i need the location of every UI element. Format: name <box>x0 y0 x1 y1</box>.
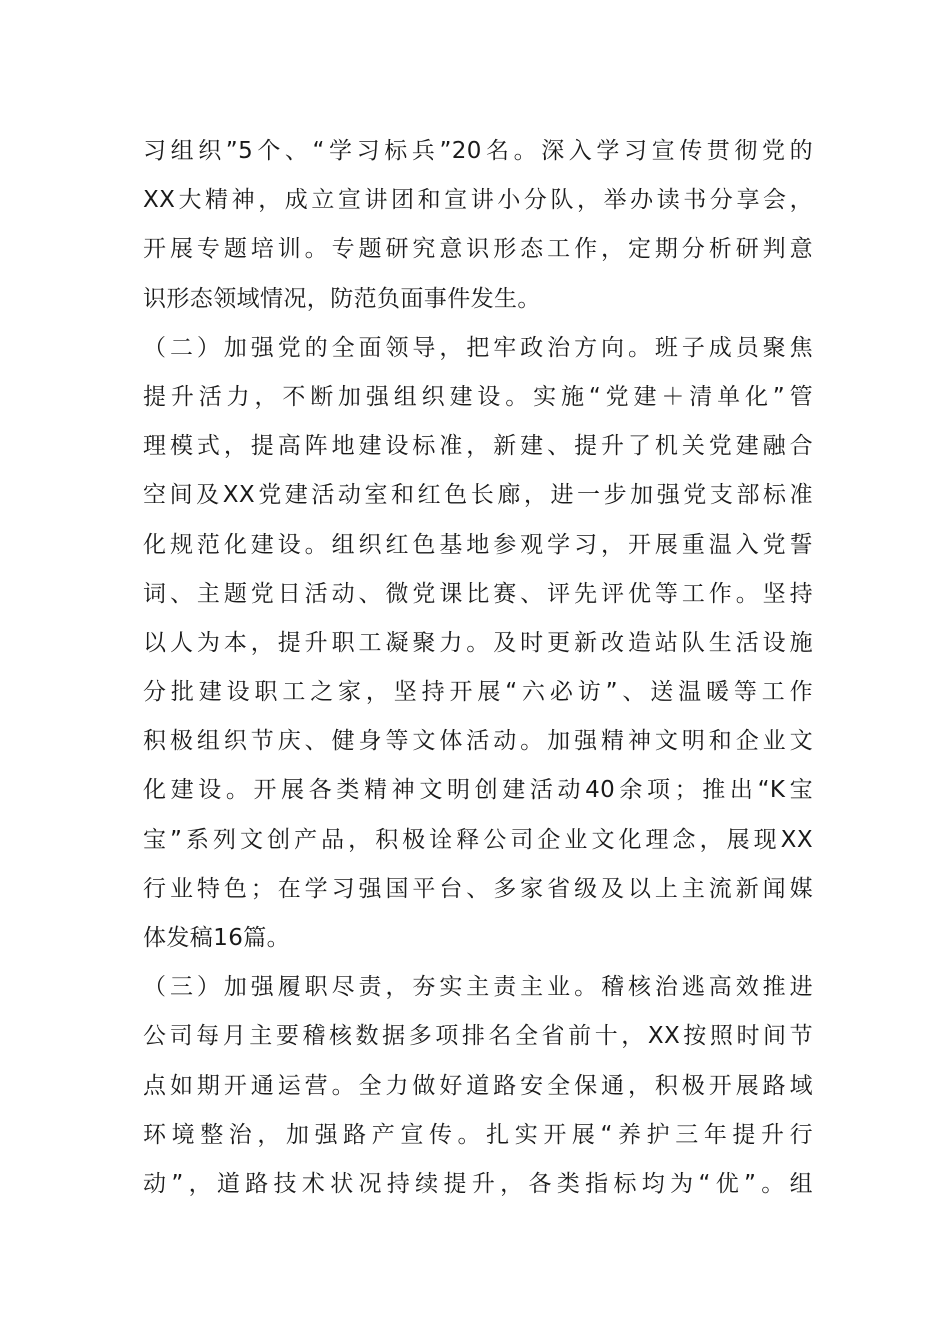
text-line: 化规范化建设。组织红色基地参观学习，开展重温入党誓 <box>143 531 813 558</box>
text-line: 化建设。开展各类精神文明创建活动40余项；推出“K宝 <box>143 777 813 804</box>
text-line: 公司每月主要稽核数据多项排名全省前十，XX按照时间节 <box>143 1023 813 1050</box>
text-line: 环境整治，加强路产宣传。扎实开展“养护三年提升行 <box>143 1121 813 1148</box>
text-line: 行业特色；在学习强国平台、多家省级及以上主流新闻媒 <box>143 875 813 902</box>
text-line: 提升活力，不断加强组织建设。实施“党建＋清单化”管 <box>143 383 813 410</box>
text-line: 理模式，提高阵地建设标准，新建、提升了机关党建融合 <box>143 433 813 460</box>
text-line: 点如期开通运营。全力做好道路安全保通，积极开展路域 <box>143 1072 813 1099</box>
text-line: 宝”系列文创产品，积极诠释公司企业文化理念，展现XX <box>143 826 813 853</box>
document-body <box>143 127 813 1209</box>
text-line: 积极组织节庆、健身等文体活动。加强精神文明和企业文 <box>143 728 813 755</box>
text-line: 识形态领域情况，防范负面事件发生。 <box>143 285 541 312</box>
text-line: 习组织”5个、“学习标兵”20名。深入学习宣传贯彻党的 <box>143 138 813 164</box>
text-line: 以人为本，提升职工凝聚力。及时更新改造站队生活设施 <box>143 629 813 656</box>
text-line: 空间及XX党建活动室和红色长廊，进一步加强党支部标准 <box>143 482 813 509</box>
text-line: 体发稿16篇。 <box>143 925 291 951</box>
text-line: 开展专题培训。专题研究意识形态工作，定期分析研判意 <box>143 236 813 263</box>
section-heading-line: （二）加强党的全面领导，把牢政治方向。班子成员聚焦 <box>143 334 813 361</box>
text-line: XX大精神，成立宣讲团和宣讲小分队，举办读书分享会， <box>143 187 813 214</box>
text-line: 词、主题党日活动、微党课比赛、评先评优等工作。坚持 <box>143 580 813 607</box>
section-heading-line: （三）加强履职尽责，夯实主责主业。稽核治逃高效推进 <box>143 974 813 1001</box>
text-line: 分批建设职工之家，坚持开展“六必访”、送温暖等工作 <box>143 679 813 706</box>
text-line: 动”，道路技术状况持续提升，各类指标均为“优”。组 <box>143 1170 813 1197</box>
